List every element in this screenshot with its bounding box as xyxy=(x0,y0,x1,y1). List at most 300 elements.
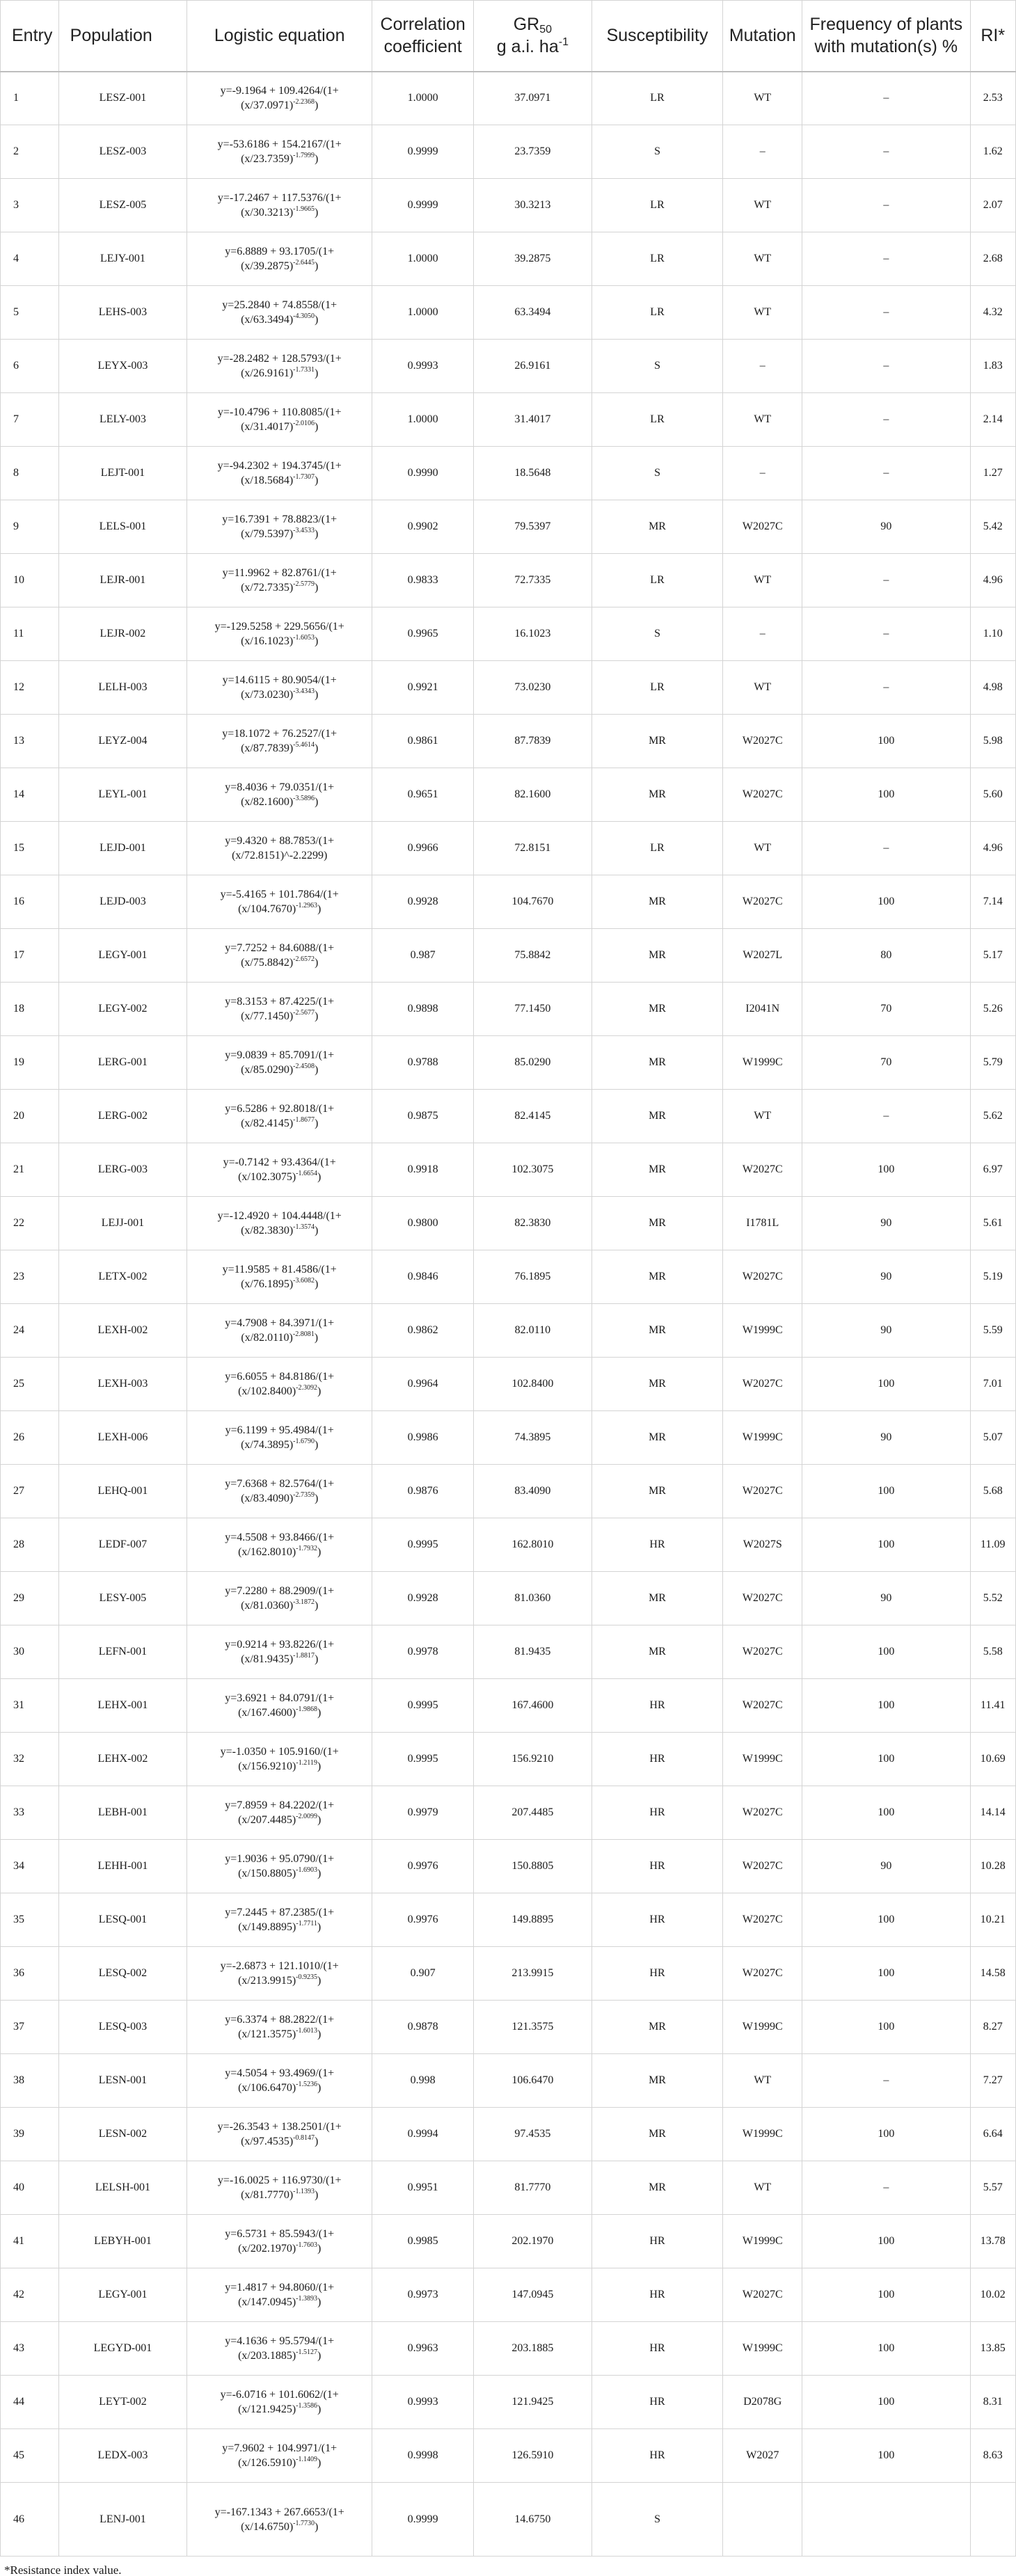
frequency-cell: 100 xyxy=(802,875,970,929)
equation-exponent: -2.7359 xyxy=(293,1491,315,1499)
logistic-equation-cell xyxy=(187,1304,372,1358)
gr50-cell: 102.3075 xyxy=(474,1143,592,1197)
gr50-cell: 26.9161 xyxy=(474,340,592,393)
equation-text: y=-167.1343 + 267.6653/(1+(x/14.6750) xyxy=(214,2506,344,2533)
correlation-cell: 0.9999 xyxy=(372,2483,474,2557)
gr50-cell: 74.3895 xyxy=(474,1411,592,1465)
susceptibility-cell: LR xyxy=(592,232,723,286)
susceptibility-cell: LR xyxy=(592,554,723,607)
gr50-cell: 106.6470 xyxy=(474,2054,592,2108)
logistic-equation-cell xyxy=(187,1250,372,1304)
equation-text: y=25.2840 + 74.8558/(1+(x/63.3494) xyxy=(222,299,338,326)
ri-cell: 4.32 xyxy=(970,286,1016,340)
ri-cell: 2.53 xyxy=(970,72,1016,125)
entry-cell: 42 xyxy=(1,2268,59,2322)
ri-cell: 6.64 xyxy=(970,2108,1016,2161)
logistic-equation-cell xyxy=(187,1947,372,2001)
equation-tail: ) xyxy=(315,742,319,754)
susceptibility-cell: MR xyxy=(592,2001,723,2054)
mutation-cell: – xyxy=(723,607,802,661)
equation-tail: ) xyxy=(317,1921,322,1933)
population-cell: LEHX-002 xyxy=(58,1733,187,1786)
logistic-equation-cell xyxy=(187,1143,372,1197)
equation-text: y=7.2445 + 87.2385/(1+(x/149.8895) xyxy=(225,1907,335,1933)
mutation-cell: W2027C xyxy=(723,768,802,822)
population-cell: LESZ-001 xyxy=(58,72,187,125)
table-row xyxy=(1,1090,1016,1143)
population-cell: LEHH-001 xyxy=(58,1840,187,1893)
entry-cell: 38 xyxy=(1,2054,59,2108)
population-cell: LELSH-001 xyxy=(58,2161,187,2215)
table-row xyxy=(1,2376,1016,2429)
correlation-cell: 0.9976 xyxy=(372,1893,474,1947)
entry-cell: 2 xyxy=(1,125,59,179)
equation-text: y=3.6921 + 84.0791/(1+(x/167.4600) xyxy=(225,1692,335,1719)
entry-cell: 24 xyxy=(1,1304,59,1358)
equation-tail: ) xyxy=(315,367,319,379)
population-cell: LESZ-003 xyxy=(58,125,187,179)
equation-tail: ) xyxy=(315,2520,319,2533)
entry-cell: 12 xyxy=(1,661,59,715)
frequency-cell: – xyxy=(802,2161,970,2215)
mutation-cell: W1999C xyxy=(723,1036,802,1090)
susceptibility-cell: S xyxy=(592,607,723,661)
equation-tail: ) xyxy=(315,528,319,540)
table-row xyxy=(1,1250,1016,1304)
table-row xyxy=(1,607,1016,661)
ri-cell: 10.69 xyxy=(970,1733,1016,1786)
equation-exponent: -1.7307 xyxy=(293,473,315,481)
ri-cell: 5.07 xyxy=(970,1411,1016,1465)
header-entry: Entry xyxy=(1,1,59,72)
equation-text: y=-9.1964 + 109.4264/(1+(x/37.0971) xyxy=(220,85,339,112)
mutation-cell: W2027C xyxy=(723,1625,802,1679)
header-gr50-unit: g a.i. ha xyxy=(496,37,559,57)
gr50-cell: 76.1895 xyxy=(474,1250,592,1304)
entry-cell: 36 xyxy=(1,1947,59,2001)
correlation-cell: 0.998 xyxy=(372,2054,474,2108)
frequency-cell: – xyxy=(802,1090,970,1143)
frequency-cell: 100 xyxy=(802,1358,970,1411)
population-cell: LENJ-001 xyxy=(58,2483,187,2557)
gr50-cell: 167.4600 xyxy=(474,1679,592,1733)
population-cell: LEGY-001 xyxy=(58,2268,187,2322)
equation-tail: ) xyxy=(317,1707,322,1719)
logistic-equation-cell xyxy=(187,1465,372,1518)
gr50-cell: 18.5648 xyxy=(474,447,592,500)
equation-text: y=7.7252 + 84.6088/(1+(x/75.8842) xyxy=(225,942,335,969)
ri-cell: 11.09 xyxy=(970,1518,1016,1572)
entry-cell: 31 xyxy=(1,1679,59,1733)
entry-cell: 19 xyxy=(1,1036,59,1090)
logistic-equation-cell xyxy=(187,125,372,179)
mutation-cell: W1999C xyxy=(723,2215,802,2268)
equation-tail: ) xyxy=(315,260,319,272)
gr50-cell: 121.9425 xyxy=(474,2376,592,2429)
correlation-cell: 0.9995 xyxy=(372,1518,474,1572)
population-cell: LEGY-002 xyxy=(58,983,187,1036)
entry-cell: 21 xyxy=(1,1143,59,1197)
gr50-cell: 85.0290 xyxy=(474,1036,592,1090)
equation-tail: ) xyxy=(317,2403,322,2415)
entry-cell: 35 xyxy=(1,1893,59,1947)
table-row xyxy=(1,286,1016,340)
equation-tail: ) xyxy=(315,2136,319,2147)
table-row xyxy=(1,1625,1016,1679)
header-frequency: Frequency of plants with mutation(s) % xyxy=(802,1,970,72)
ri-cell: 5.58 xyxy=(970,1625,1016,1679)
logistic-equation-cell xyxy=(187,1625,372,1679)
ri-cell: 8.63 xyxy=(970,2429,1016,2483)
susceptibility-cell: MR xyxy=(592,715,723,768)
logistic-equation-cell xyxy=(187,232,372,286)
logistic-equation-cell xyxy=(187,2215,372,2268)
logistic-equation-cell xyxy=(187,72,372,125)
frequency-cell: 100 xyxy=(802,1518,970,1572)
logistic-equation-cell xyxy=(187,607,372,661)
correlation-cell: 0.9878 xyxy=(372,2001,474,2054)
equation-text: y=8.4036 + 79.0351/(1+(x/82.1600) xyxy=(225,781,335,808)
susceptibility-cell: HR xyxy=(592,1947,723,2001)
frequency-cell xyxy=(802,2483,970,2557)
frequency-cell: – xyxy=(802,125,970,179)
correlation-cell: 0.9876 xyxy=(372,1465,474,1518)
equation-exponent: -2.0099 xyxy=(296,1813,318,1820)
table-body xyxy=(1,72,1016,2557)
equation-exponent: -5.4614 xyxy=(293,741,315,749)
correlation-cell: 0.9979 xyxy=(372,1786,474,1840)
gr50-cell: 81.7770 xyxy=(474,2161,592,2215)
frequency-cell: – xyxy=(802,822,970,875)
frequency-cell: 80 xyxy=(802,929,970,983)
gr50-cell: 97.4535 xyxy=(474,2108,592,2161)
correlation-cell: 0.9861 xyxy=(372,715,474,768)
mutation-cell: W1999C xyxy=(723,2001,802,2054)
mutation-cell: W2027C xyxy=(723,1143,802,1197)
mutation-cell: W2027C xyxy=(723,875,802,929)
equation-text: y=9.0839 + 85.7091/(1+(x/85.0290) xyxy=(225,1049,335,1076)
frequency-cell: – xyxy=(802,340,970,393)
population-cell: LEXH-002 xyxy=(58,1304,187,1358)
table-row xyxy=(1,1733,1016,1786)
ri-cell: 11.41 xyxy=(970,1679,1016,1733)
entry-cell: 11 xyxy=(1,607,59,661)
population-cell: LESY-005 xyxy=(58,1572,187,1625)
table-row xyxy=(1,1036,1016,1090)
ri-cell: 5.26 xyxy=(970,983,1016,1036)
equation-text: y=4.7908 + 84.3971/(1+(x/82.0110) xyxy=(225,1317,335,1344)
equation-exponent: -1.2963 xyxy=(296,902,318,909)
susceptibility-cell: MR xyxy=(592,1465,723,1518)
equation-exponent: -1.6790 xyxy=(293,1438,315,1445)
equation-text: y=16.7391 + 78.8823/(1+(x/79.5397) xyxy=(222,514,338,540)
correlation-cell: 0.9986 xyxy=(372,1411,474,1465)
equation-exponent: -2.6445 xyxy=(293,259,315,267)
table-row xyxy=(1,125,1016,179)
mutation-cell: W2027C xyxy=(723,1947,802,2001)
mutation-cell: WT xyxy=(723,72,802,125)
mutation-cell: W2027C xyxy=(723,1840,802,1893)
entry-cell: 14 xyxy=(1,768,59,822)
ri-cell: 13.78 xyxy=(970,2215,1016,2268)
susceptibility-cell: S xyxy=(592,2483,723,2557)
header-population: Population xyxy=(58,1,187,72)
susceptibility-cell: MR xyxy=(592,1143,723,1197)
logistic-equation-cell xyxy=(187,2054,372,2108)
correlation-cell: 0.9966 xyxy=(372,822,474,875)
gr50-cell: 39.2875 xyxy=(474,232,592,286)
mutation-cell: W2027C xyxy=(723,1572,802,1625)
gr50-cell: 149.8895 xyxy=(474,1893,592,1947)
susceptibility-cell: HR xyxy=(592,2215,723,2268)
logistic-equation-cell xyxy=(187,393,372,447)
gr50-cell: 83.4090 xyxy=(474,1465,592,1518)
equation-text: y=11.9962 + 82.8761/(1+(x/72.7335) xyxy=(222,567,337,594)
logistic-equation-cell xyxy=(187,286,372,340)
susceptibility-cell: MR xyxy=(592,875,723,929)
population-cell: LELS-001 xyxy=(58,500,187,554)
population-cell: LESQ-002 xyxy=(58,1947,187,2001)
equation-tail: ) xyxy=(315,1653,319,1665)
equation-exponent: -2.8081 xyxy=(292,1330,315,1338)
equation-exponent: -1.6053 xyxy=(293,634,315,642)
correlation-cell: 0.907 xyxy=(372,1947,474,2001)
susceptibility-cell: HR xyxy=(592,1679,723,1733)
entry-cell: 41 xyxy=(1,2215,59,2268)
equation-text: y=7.2280 + 88.2909/(1+(x/81.0360) xyxy=(225,1585,335,1612)
frequency-cell: 90 xyxy=(802,500,970,554)
ri-cell: 5.61 xyxy=(970,1197,1016,1250)
susceptibility-cell: HR xyxy=(592,1786,723,1840)
table-row xyxy=(1,2268,1016,2322)
ri-cell: 2.14 xyxy=(970,393,1016,447)
frequency-cell: – xyxy=(802,232,970,286)
equation-tail: ) xyxy=(317,1760,322,1772)
frequency-cell: 100 xyxy=(802,1786,970,1840)
equation-text: y=-5.4165 + 101.7864/(1+(x/104.7670) xyxy=(220,889,339,915)
population-cell: LEXH-003 xyxy=(58,1358,187,1411)
gr50-cell: 75.8842 xyxy=(474,929,592,983)
ri-cell: 1.27 xyxy=(970,447,1016,500)
gr50-cell: 82.3830 xyxy=(474,1197,592,1250)
gr50-cell: 207.4485 xyxy=(474,1786,592,1840)
entry-cell: 5 xyxy=(1,286,59,340)
population-cell: LEJD-003 xyxy=(58,875,187,929)
table-header-row xyxy=(1,1,1016,72)
entry-cell: 29 xyxy=(1,1572,59,1625)
gr50-cell: 87.7839 xyxy=(474,715,592,768)
entry-cell: 33 xyxy=(1,1786,59,1840)
equation-tail: ) xyxy=(317,1814,322,1826)
correlation-cell: 1.0000 xyxy=(372,72,474,125)
equation-text: y=-0.7142 + 93.4364/(1+(x/102.3075) xyxy=(223,1156,336,1183)
frequency-cell: 100 xyxy=(802,1679,970,1733)
frequency-cell: – xyxy=(802,2054,970,2108)
mutation-cell: WT xyxy=(723,661,802,715)
correlation-cell: 0.9800 xyxy=(372,1197,474,1250)
logistic-equation-cell xyxy=(187,1786,372,1840)
equation-tail: ) xyxy=(315,100,319,112)
frequency-cell: 100 xyxy=(802,2322,970,2376)
ri-cell: 7.01 xyxy=(970,1358,1016,1411)
logistic-equation-cell xyxy=(187,2322,372,2376)
equation-text: y=4.1636 + 95.5794/(1+(x/203.1885) xyxy=(225,2335,335,2362)
equation-exponent: -4.3050 xyxy=(293,312,315,320)
equation-tail: ) xyxy=(315,1439,319,1451)
table-row xyxy=(1,875,1016,929)
equation-exponent: -1.1409 xyxy=(296,2456,318,2463)
gr50-cell: 82.0110 xyxy=(474,1304,592,1358)
logistic-equation-cell xyxy=(187,2483,372,2557)
mutation-cell: W1999C xyxy=(723,1411,802,1465)
mutation-cell: W1999C xyxy=(723,1733,802,1786)
correlation-cell: 0.9846 xyxy=(372,1250,474,1304)
ri-cell: 5.62 xyxy=(970,1090,1016,1143)
logistic-equation-cell xyxy=(187,1572,372,1625)
logistic-equation-cell xyxy=(187,1518,372,1572)
entry-cell: 32 xyxy=(1,1733,59,1786)
table-row xyxy=(1,1786,1016,1840)
population-cell: LESN-002 xyxy=(58,2108,187,2161)
mutation-cell: WT xyxy=(723,232,802,286)
table-row xyxy=(1,1465,1016,1518)
ri-cell: 5.42 xyxy=(970,500,1016,554)
mutation-cell: W2027 xyxy=(723,2429,802,2483)
entry-cell: 10 xyxy=(1,554,59,607)
ri-cell: 5.59 xyxy=(970,1304,1016,1358)
equation-exponent: -2.2368 xyxy=(293,98,315,106)
ri-cell: 7.27 xyxy=(970,2054,1016,2108)
frequency-cell: 90 xyxy=(802,1572,970,1625)
correlation-cell: 0.9833 xyxy=(372,554,474,607)
entry-cell: 13 xyxy=(1,715,59,768)
equation-tail: ) xyxy=(315,582,319,594)
equation-exponent: -3.4533 xyxy=(293,527,315,534)
equation-tail: ) xyxy=(315,635,319,647)
equation-tail: ) xyxy=(315,153,319,165)
equation-tail: ) xyxy=(317,2028,322,2040)
mutation-cell: W2027S xyxy=(723,1518,802,1572)
logistic-equation-cell xyxy=(187,1358,372,1411)
logistic-equation-cell xyxy=(187,554,372,607)
ri-cell: 10.21 xyxy=(970,1893,1016,1947)
equation-text: y=9.4320 + 88.7853/(1+(x/72.8151)^-2.2299) xyxy=(225,835,335,861)
equation-text: y=8.3153 + 87.4225/(1+(x/77.1450) xyxy=(225,996,335,1022)
susceptibility-cell: MR xyxy=(592,2054,723,2108)
entry-cell: 28 xyxy=(1,1518,59,1572)
gr50-cell: 63.3494 xyxy=(474,286,592,340)
correlation-cell: 0.9995 xyxy=(372,1679,474,1733)
gr50-cell: 72.7335 xyxy=(474,554,592,607)
mutation-cell: W2027L xyxy=(723,929,802,983)
mutation-cell: W1999C xyxy=(723,2322,802,2376)
equation-text: y=-129.5258 + 229.5656/(1+(x/16.1023) xyxy=(214,621,344,647)
mutation-cell: WT xyxy=(723,822,802,875)
header-correlation-coefficient: Correlation coefficient xyxy=(372,1,474,72)
table-row xyxy=(1,2429,1016,2483)
ri-cell: 2.68 xyxy=(970,232,1016,286)
gr50-cell: 102.8400 xyxy=(474,1358,592,1411)
equation-exponent: -2.5677 xyxy=(293,1009,315,1017)
table-row xyxy=(1,822,1016,875)
equation-exponent: -1.7730 xyxy=(293,2519,315,2527)
susceptibility-cell: S xyxy=(592,125,723,179)
susceptibility-cell: LR xyxy=(592,393,723,447)
frequency-cell: 70 xyxy=(802,983,970,1036)
table-row xyxy=(1,1572,1016,1625)
equation-exponent: -1.7331 xyxy=(293,366,315,374)
logistic-equation-cell xyxy=(187,1893,372,1947)
entry-cell: 9 xyxy=(1,500,59,554)
header-mutation: Mutation xyxy=(723,1,802,72)
population-cell: LERG-002 xyxy=(58,1090,187,1143)
susceptibility-cell: S xyxy=(592,340,723,393)
mutation-cell: WT xyxy=(723,1090,802,1143)
ri-cell: 4.96 xyxy=(970,822,1016,875)
entry-cell: 1 xyxy=(1,72,59,125)
equation-tail: ) xyxy=(315,2189,319,2201)
header-logistic-equation: Logistic equation xyxy=(187,1,372,72)
correlation-cell: 0.9978 xyxy=(372,1625,474,1679)
frequency-cell: 100 xyxy=(802,2429,970,2483)
mutation-cell: W2027C xyxy=(723,1465,802,1518)
susceptibility-cell: MR xyxy=(592,1625,723,1679)
equation-exponent: -1.5127 xyxy=(296,2348,318,2356)
population-cell: LEGYD-001 xyxy=(58,2322,187,2376)
footnote: *Resistance index value. xyxy=(4,2563,122,2576)
mutation-cell: – xyxy=(723,447,802,500)
entry-cell: 15 xyxy=(1,822,59,875)
ri-cell xyxy=(970,2483,1016,2557)
equation-text: y=-10.4796 + 110.8085/(1+(x/31.4017) xyxy=(217,406,342,433)
equation-exponent: -1.3586 xyxy=(296,2402,318,2410)
correlation-cell: 0.9963 xyxy=(372,2322,474,2376)
equation-exponent: -1.3893 xyxy=(296,2295,318,2303)
population-cell: LEDX-003 xyxy=(58,2429,187,2483)
susceptibility-cell: MR xyxy=(592,768,723,822)
frequency-cell: 100 xyxy=(802,768,970,822)
population-cell: LESN-001 xyxy=(58,2054,187,2108)
logistic-equation-cell xyxy=(187,768,372,822)
correlation-cell: 0.9788 xyxy=(372,1036,474,1090)
equation-exponent: -1.3574 xyxy=(293,1223,315,1231)
frequency-cell: 90 xyxy=(802,1250,970,1304)
entry-cell: 8 xyxy=(1,447,59,500)
population-cell: LERG-001 xyxy=(58,1036,187,1090)
table-row xyxy=(1,1197,1016,1250)
equation-exponent: -0.8147 xyxy=(293,2134,315,2142)
equation-tail: ) xyxy=(315,1064,319,1076)
frequency-cell: 100 xyxy=(802,1143,970,1197)
entry-cell: 27 xyxy=(1,1465,59,1518)
table-row xyxy=(1,1679,1016,1733)
correlation-cell: 1.0000 xyxy=(372,393,474,447)
ri-cell: 4.96 xyxy=(970,554,1016,607)
equation-tail: ) xyxy=(315,1118,319,1129)
table-row xyxy=(1,1947,1016,2001)
correlation-cell: 0.9902 xyxy=(372,500,474,554)
susceptibility-cell: MR xyxy=(592,1304,723,1358)
mutation-cell: I1781L xyxy=(723,1197,802,1250)
population-cell: LEHQ-001 xyxy=(58,1465,187,1518)
equation-exponent: -1.6654 xyxy=(296,1170,318,1177)
equation-text: y=-94.2302 + 194.3745/(1+(x/18.5684) xyxy=(217,460,342,486)
equation-exponent: -3.5896 xyxy=(293,795,315,802)
equation-exponent: -2.4508 xyxy=(293,1063,315,1070)
gr50-cell: 79.5397 xyxy=(474,500,592,554)
ri-cell: 5.98 xyxy=(970,715,1016,768)
logistic-equation-cell xyxy=(187,1733,372,1786)
